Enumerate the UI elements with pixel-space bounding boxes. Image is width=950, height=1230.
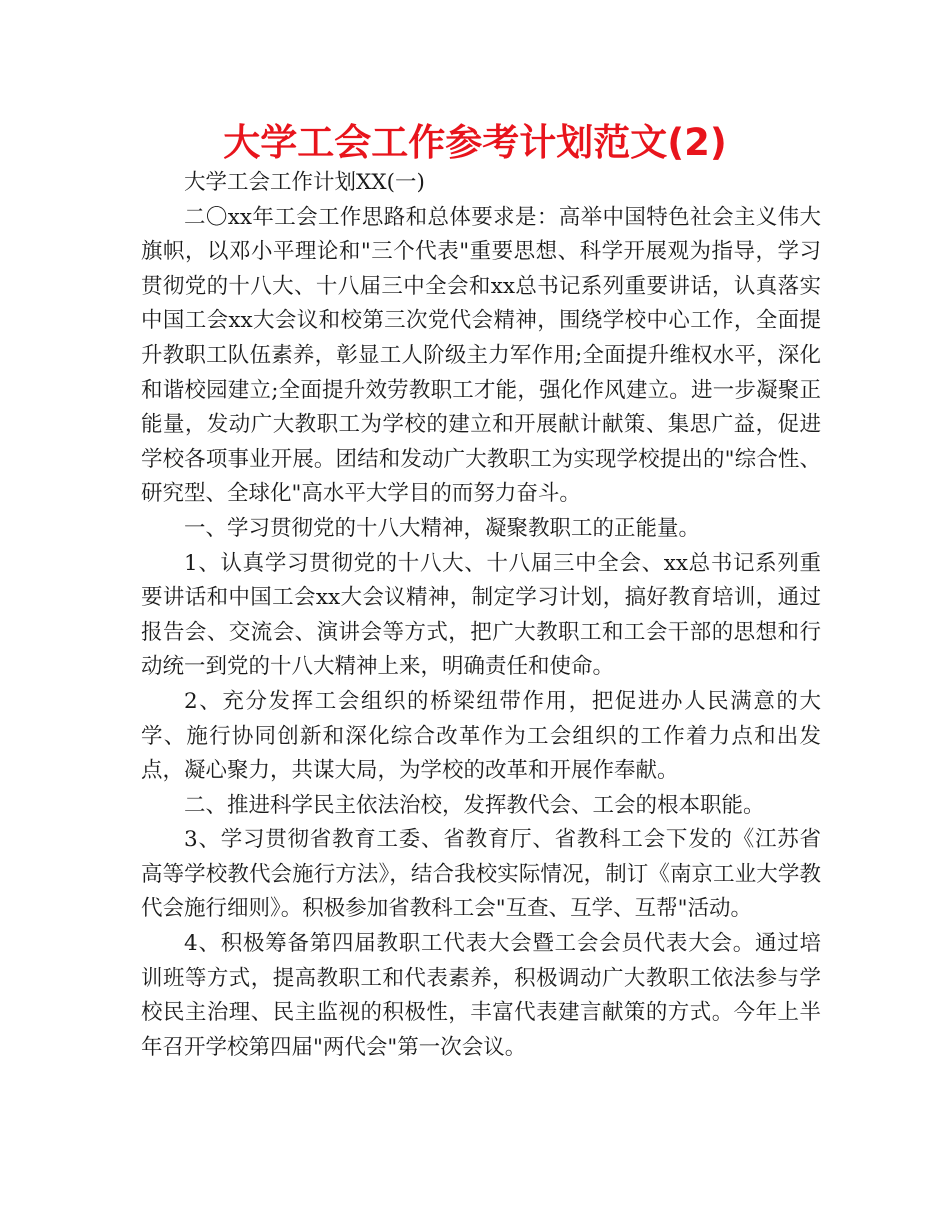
body-paragraph: 4、积极筹备第四届教职工代表大会暨工会会员代表大会。通过培训班等方式，提高教职工和代表素养，积极调动广大教职工依法参与学校民主治理、民主监视的积极性，丰富代表建言献策的方式。今年上半年召开学校第四届"两代会"第一次会议。 [141, 931, 821, 1060]
body-paragraph: 二〇xx年工会工作思路和总体要求是：高举中国特色社会主义伟大旗帜，以邓小平理论和"三个代表"重要思想、科学开展观为指导，学习贯彻党的十八大、十八届三中全会和xx总书记系列重要讲话，认真落实中国工会xx大会议和校第三次党代会精神，围绕学校中心工作，全面提升教职工队伍素养，彰显工人阶级主力军作用;全面提升维权水平，深化和谐校园建立;全面提升效劳教职工才能，强化作风建立。进一步凝聚正能量，发动广大教职工为学校的建立和开展献计献策、集思广益，促进学校各项事业开展。团结和发动广大教职工为实现学校提出的"综合性、研究型、全球化"高水平大学目的而努力奋斗。 [141, 204, 821, 507]
body-paragraph: 2、充分发挥工会组织的桥梁纽带作用，把促进办人民满意的大学、施行协同创新和深化综合改革作为工会组织的工作着力点和出发点，凝心聚力，共谋大局，为学校的改革和开展作奉献。 [141, 688, 821, 784]
subtitle-paragraph: 大学工会工作计划XX(一) [184, 170, 425, 195]
body-paragraph: 1、认真学习贯彻党的十八大、十八届三中全会、xx总书记系列重要讲话和中国工会xx大会议精神，制定学习计划，搞好教育培训，通过报告会、交流会、演讲会等方式，把广大教职工和工会干部的思想和行动统一到党的十八大精神上来，明确责任和使命。 [141, 550, 821, 680]
section-heading: 二、推进科学民主依法治校，发挥教代会、工会的根本职能。 [184, 792, 765, 818]
document-body [141, 166, 821, 1065]
document-title: 大学工会工作参考计划范文(2) [223, 121, 727, 164]
body-paragraph: 3、学习贯彻省教育工委、省教育厅、省教科工会下发的《江苏省高等学校教代会施行方法》，结合我校实际情况，制订《南京工业大学教代会施行细则》。积极参加省教科工会"互查、互学、互帮"活动。 [141, 827, 821, 922]
section-heading: 一、学习贯彻党的十八大精神，凝聚教职工的正能量。 [184, 515, 701, 541]
